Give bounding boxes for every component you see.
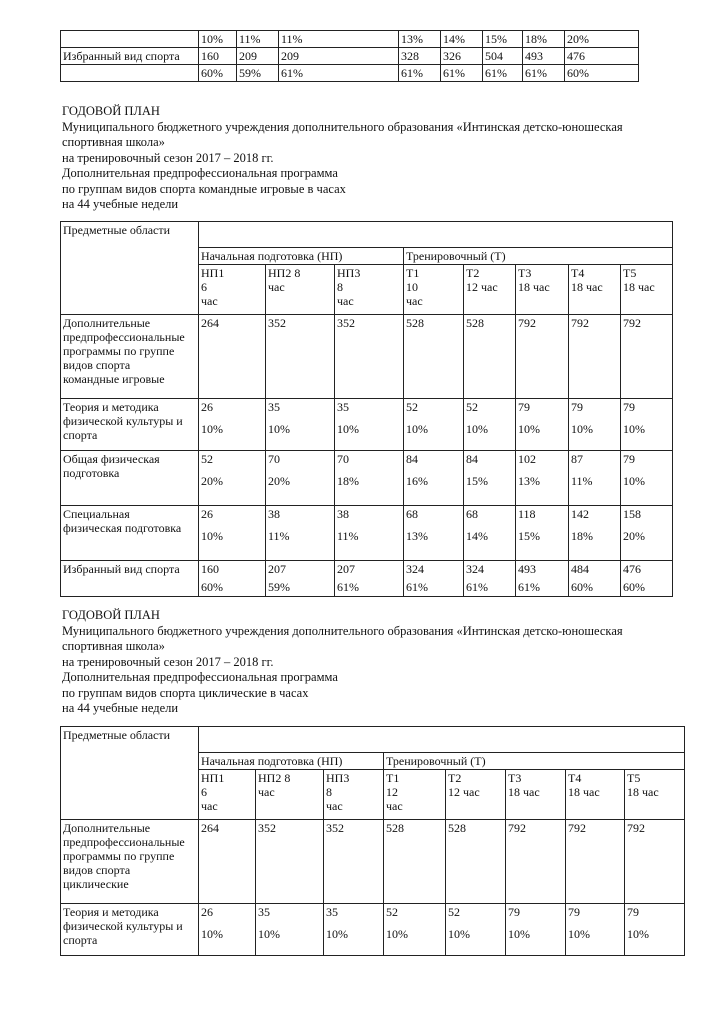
- percent-cell: 13%: [516, 473, 569, 506]
- value-cell: 68: [464, 506, 516, 528]
- row-label: [61, 561, 199, 597]
- cell-line: [627, 799, 682, 813]
- cell-line: спорта: [63, 933, 98, 947]
- value-cell: 52: [384, 904, 446, 926]
- cell-line: [508, 799, 563, 813]
- cell-line: Т3: [518, 266, 532, 280]
- value-cell: 792: [569, 315, 621, 399]
- column-header-5: [464, 265, 516, 315]
- cell-line: Т5: [627, 771, 641, 785]
- table-cell: 61%: [483, 65, 523, 82]
- cell-line: физической культуры и: [63, 919, 183, 933]
- cell-line: Т2: [466, 266, 480, 280]
- header-spacer: [199, 222, 673, 248]
- plan2-line-3: на тренировочный сезон 2017 – 2018 гг.: [62, 654, 274, 669]
- column-header-1: [199, 265, 266, 315]
- value-cell: 118: [516, 506, 569, 528]
- percent-cell: 61%: [464, 579, 516, 597]
- table-row: [61, 506, 673, 528]
- cell-line: Т4: [571, 266, 585, 280]
- plan1-line-4: Дополнительная предпрофессиональная программа: [62, 166, 338, 180]
- cell-line: 18 час: [518, 280, 550, 294]
- table-row: [61, 222, 673, 248]
- table-cell: 11%: [237, 31, 279, 48]
- cell-line: 18 час: [627, 785, 659, 799]
- cell-line: командные игровые: [63, 372, 165, 386]
- row-label: [61, 904, 199, 956]
- percent-cell: 10%: [404, 421, 464, 451]
- column-header-8: [621, 265, 673, 315]
- cell-line: видов спорта: [63, 863, 131, 877]
- value-cell: 35: [266, 399, 335, 421]
- percent-cell: 10%: [569, 421, 621, 451]
- percent-cell: 13%: [404, 528, 464, 561]
- column-header-7: [569, 265, 621, 315]
- value-cell: 26: [199, 506, 266, 528]
- cell-line: Т3: [508, 771, 522, 785]
- value-cell: 52: [446, 904, 506, 926]
- cell-line: Т1: [406, 266, 420, 280]
- table-cell: 493: [523, 48, 565, 65]
- cell-line: [518, 294, 566, 308]
- value-cell: 792: [621, 315, 673, 399]
- table-cell: 60%: [199, 65, 237, 82]
- table-row: [61, 31, 639, 48]
- percent-cell: 10%: [256, 926, 324, 956]
- value-cell: 352: [324, 820, 384, 904]
- header-spacer: [199, 727, 685, 753]
- table-cell: 61%: [441, 65, 483, 82]
- cell-line: предпрофессиональные: [63, 330, 185, 344]
- cell-line: НП3: [337, 266, 361, 280]
- value-cell: 792: [625, 820, 685, 904]
- value-cell: 35: [256, 904, 324, 926]
- value-cell: 79: [569, 399, 621, 421]
- plan1-line-2: спортивная школа»: [62, 135, 165, 149]
- cell-line: НП1: [201, 771, 225, 785]
- table-row: [61, 904, 685, 926]
- cell-line: Избранный вид спорта: [63, 562, 180, 576]
- percent-cell: 60%: [621, 579, 673, 597]
- plan1-header: [62, 104, 702, 213]
- percent-cell: 10%: [506, 926, 566, 956]
- value-cell: 79: [566, 904, 625, 926]
- percent-cell: 11%: [266, 528, 335, 561]
- column-header-4: [384, 770, 446, 820]
- row-label: [61, 820, 199, 904]
- value-cell: 476: [621, 561, 673, 579]
- value-cell: 207: [335, 561, 404, 579]
- value-cell: 207: [266, 561, 335, 579]
- cell-line: НП1: [201, 266, 225, 280]
- percent-cell: 20%: [199, 473, 266, 506]
- value-cell: 528: [464, 315, 516, 399]
- table-cell: 60%: [565, 65, 639, 82]
- plan2-line-5: по группам видов спорта циклические в часах: [62, 685, 309, 700]
- table-cell: 504: [483, 48, 523, 65]
- cell-line: подготовка: [63, 466, 120, 480]
- column-header-6: [506, 770, 566, 820]
- column-header-3: [335, 265, 404, 315]
- table-cell: 13%: [399, 31, 441, 48]
- percent-cell: 10%: [516, 421, 569, 451]
- cell-line: час: [337, 294, 354, 308]
- value-cell: 52: [404, 399, 464, 421]
- cell-line: физическая подготовка: [63, 521, 182, 535]
- percent-cell: 16%: [404, 473, 464, 506]
- percent-cell: 10%: [621, 473, 673, 506]
- plan1-table: [60, 221, 673, 597]
- cell-line: 18 час: [508, 785, 540, 799]
- column-header-1: [199, 770, 256, 820]
- cell-line: спорта: [63, 428, 98, 442]
- cell-line: час: [268, 280, 285, 294]
- value-cell: 52: [199, 451, 266, 473]
- value-cell: 38: [266, 506, 335, 528]
- percent-cell: 11%: [569, 473, 621, 506]
- row-label: [61, 31, 199, 48]
- cell-line: [571, 294, 618, 308]
- cell-line: Теория и методика: [63, 905, 159, 919]
- cell-line: видов спорта: [63, 358, 131, 372]
- cell-line: [568, 799, 622, 813]
- table-row: [61, 820, 685, 904]
- value-cell: 70: [335, 451, 404, 473]
- row-label: [61, 399, 199, 451]
- percent-cell: 10%: [566, 926, 625, 956]
- plan2-line-4: Дополнительная предпрофессиональная программа: [62, 670, 338, 684]
- value-cell: 52: [464, 399, 516, 421]
- table-row: [61, 561, 673, 579]
- value-cell: 84: [404, 451, 464, 473]
- row-label: [61, 65, 199, 82]
- percent-cell: 20%: [266, 473, 335, 506]
- percent-cell: 10%: [446, 926, 506, 956]
- plan2-line-2: спортивная школа»: [62, 639, 165, 653]
- cell-line: циклические: [63, 877, 129, 891]
- value-cell: 792: [566, 820, 625, 904]
- column-header-2: [256, 770, 324, 820]
- value-cell: 264: [199, 820, 256, 904]
- cell-line: программы по группе: [63, 849, 175, 863]
- percent-cell: 14%: [464, 528, 516, 561]
- value-cell: 528: [384, 820, 446, 904]
- value-cell: 79: [621, 451, 673, 473]
- value-cell: 70: [266, 451, 335, 473]
- table-cell: 326: [441, 48, 483, 65]
- cell-line: 6: [201, 785, 207, 799]
- percent-cell: 10%: [464, 421, 516, 451]
- plan2-title: ГОДОВОЙ ПЛАН: [62, 608, 160, 622]
- cell-line: Специальная: [63, 507, 130, 521]
- column-header-5: [446, 770, 506, 820]
- subject-header: Предметные области: [61, 727, 199, 820]
- cell-line: 6: [201, 280, 207, 294]
- cell-line: [448, 799, 503, 813]
- table-cell: 61%: [399, 65, 441, 82]
- group-t-header: Тренировочный (Т): [404, 248, 673, 265]
- percent-cell: 60%: [569, 579, 621, 597]
- cell-line: НП2 8: [258, 771, 291, 785]
- table-cell: 476: [565, 48, 639, 65]
- table-cell: 20%: [565, 31, 639, 48]
- column-header-3: [324, 770, 384, 820]
- percent-cell: 10%: [625, 926, 685, 956]
- percent-cell: 10%: [324, 926, 384, 956]
- cell-line: 18 час: [568, 785, 600, 799]
- group-np-header: Начальная подготовка (НП): [199, 248, 404, 265]
- table-row: [61, 48, 639, 65]
- cell-line: час: [201, 799, 218, 813]
- value-cell: 528: [446, 820, 506, 904]
- cell-line: Т2: [448, 771, 462, 785]
- cell-line: час: [201, 294, 218, 308]
- value-cell: 79: [621, 399, 673, 421]
- value-cell: 38: [335, 506, 404, 528]
- value-cell: 35: [335, 399, 404, 421]
- table-row: [61, 451, 673, 473]
- table-cell: 10%: [199, 31, 237, 48]
- cell-line: час: [258, 785, 275, 799]
- cell-line: НП3: [326, 771, 350, 785]
- cell-line: 8: [337, 280, 343, 294]
- cell-line: предпрофессиональные: [63, 835, 185, 849]
- percent-cell: 20%: [621, 528, 673, 561]
- value-cell: 792: [516, 315, 569, 399]
- value-cell: 84: [464, 451, 516, 473]
- cell-line: НП2 8: [268, 266, 301, 280]
- cell-line: Теория и методика: [63, 400, 159, 414]
- value-cell: 26: [199, 904, 256, 926]
- table-row: [61, 399, 673, 421]
- value-cell: 79: [516, 399, 569, 421]
- value-cell: 324: [464, 561, 516, 579]
- percent-cell: 10%: [266, 421, 335, 451]
- value-cell: 792: [506, 820, 566, 904]
- table-cell: 328: [399, 48, 441, 65]
- table-cell: 61%: [279, 65, 399, 82]
- plan2-header: [62, 608, 702, 717]
- cell-line: час: [406, 294, 423, 308]
- value-cell: 352: [256, 820, 324, 904]
- value-cell: 160: [199, 561, 266, 579]
- percent-cell: 10%: [199, 421, 266, 451]
- table-cell: 18%: [523, 31, 565, 48]
- cell-line: 8: [326, 785, 332, 799]
- value-cell: 26: [199, 399, 266, 421]
- table-row: [61, 315, 673, 399]
- percent-cell: 15%: [464, 473, 516, 506]
- top-continuation-table: [60, 30, 639, 82]
- value-cell: 142: [569, 506, 621, 528]
- cell-line: [623, 294, 670, 308]
- cell-line: Дополнительные: [63, 316, 151, 330]
- table-cell: 14%: [441, 31, 483, 48]
- plan1-line-1: Муниципального бюджетного учреждения дополнительного образования «Интинская детско-юношеская: [62, 119, 623, 134]
- cell-line: Т5: [623, 266, 637, 280]
- cell-line: час: [326, 799, 343, 813]
- value-cell: 87: [569, 451, 621, 473]
- cell-line: программы по группе: [63, 344, 175, 358]
- cell-line: [268, 294, 332, 308]
- cell-line: 12 час: [448, 785, 480, 799]
- cell-line: [258, 799, 321, 813]
- percent-cell: 10%: [199, 528, 266, 561]
- value-cell: 493: [516, 561, 569, 579]
- cell-line: Т1: [386, 771, 400, 785]
- column-header-2: [266, 265, 335, 315]
- cell-line: [466, 294, 513, 308]
- table-cell: 209: [237, 48, 279, 65]
- value-cell: 79: [625, 904, 685, 926]
- value-cell: 158: [621, 506, 673, 528]
- value-cell: 68: [404, 506, 464, 528]
- percent-cell: 10%: [384, 926, 446, 956]
- value-cell: 264: [199, 315, 266, 399]
- plan1-line-3: на тренировочный сезон 2017 – 2018 гг.: [62, 150, 274, 165]
- row-label: [61, 315, 199, 399]
- cell-line: Общая физическая: [63, 452, 160, 466]
- cell-line: 12 час: [466, 280, 498, 294]
- plan2-line-6: на 44 учебные недели: [62, 701, 179, 715]
- cell-line: физической культуры и: [63, 414, 183, 428]
- table-row: [61, 65, 639, 82]
- percent-cell: 10%: [199, 926, 256, 956]
- value-cell: 35: [324, 904, 384, 926]
- subject-header: Предметные области: [61, 222, 199, 315]
- group-t-header: Тренировочный (Т): [384, 753, 685, 770]
- column-header-8: [625, 770, 685, 820]
- percent-cell: 10%: [621, 421, 673, 451]
- column-header-6: [516, 265, 569, 315]
- group-np-header: Начальная подготовка (НП): [199, 753, 384, 770]
- table-row: [61, 727, 685, 753]
- value-cell: 528: [404, 315, 464, 399]
- row-label: [61, 506, 199, 561]
- cell-line: 18 час: [571, 280, 603, 294]
- row-label: Избранный вид спорта: [61, 48, 199, 65]
- table-cell: 15%: [483, 31, 523, 48]
- cell-line: 12: [386, 785, 398, 799]
- value-cell: 352: [266, 315, 335, 399]
- column-header-7: [566, 770, 625, 820]
- value-cell: 484: [569, 561, 621, 579]
- percent-cell: 18%: [335, 473, 404, 506]
- value-cell: 79: [506, 904, 566, 926]
- value-cell: 102: [516, 451, 569, 473]
- percent-cell: 59%: [266, 579, 335, 597]
- value-cell: 324: [404, 561, 464, 579]
- table-cell: 11%: [279, 31, 399, 48]
- table-cell: 160: [199, 48, 237, 65]
- percent-cell: 11%: [335, 528, 404, 561]
- row-label: [61, 451, 199, 506]
- cell-line: Т4: [568, 771, 582, 785]
- percent-cell: 61%: [516, 579, 569, 597]
- cell-line: час: [386, 799, 403, 813]
- percent-cell: 60%: [199, 579, 266, 597]
- percent-cell: 61%: [335, 579, 404, 597]
- cell-line: Дополнительные: [63, 821, 151, 835]
- percent-cell: 18%: [569, 528, 621, 561]
- table-cell: 209: [279, 48, 399, 65]
- cell-line: 18 час: [623, 280, 655, 294]
- percent-cell: 10%: [335, 421, 404, 451]
- percent-cell: 15%: [516, 528, 569, 561]
- plan1-line-6: на 44 учебные недели: [62, 197, 179, 211]
- plan2-table: [60, 726, 685, 956]
- table-cell: 61%: [523, 65, 565, 82]
- column-header-4: [404, 265, 464, 315]
- plan1-title: ГОДОВОЙ ПЛАН: [62, 104, 160, 118]
- plan2-line-1: Муниципального бюджетного учреждения дополнительного образования «Интинская детско-юношеская: [62, 623, 623, 638]
- plan1-line-5: по группам видов спорта командные игровые в часах: [62, 181, 346, 196]
- table-cell: 59%: [237, 65, 279, 82]
- value-cell: 352: [335, 315, 404, 399]
- percent-cell: 61%: [404, 579, 464, 597]
- cell-line: 10: [406, 280, 418, 294]
